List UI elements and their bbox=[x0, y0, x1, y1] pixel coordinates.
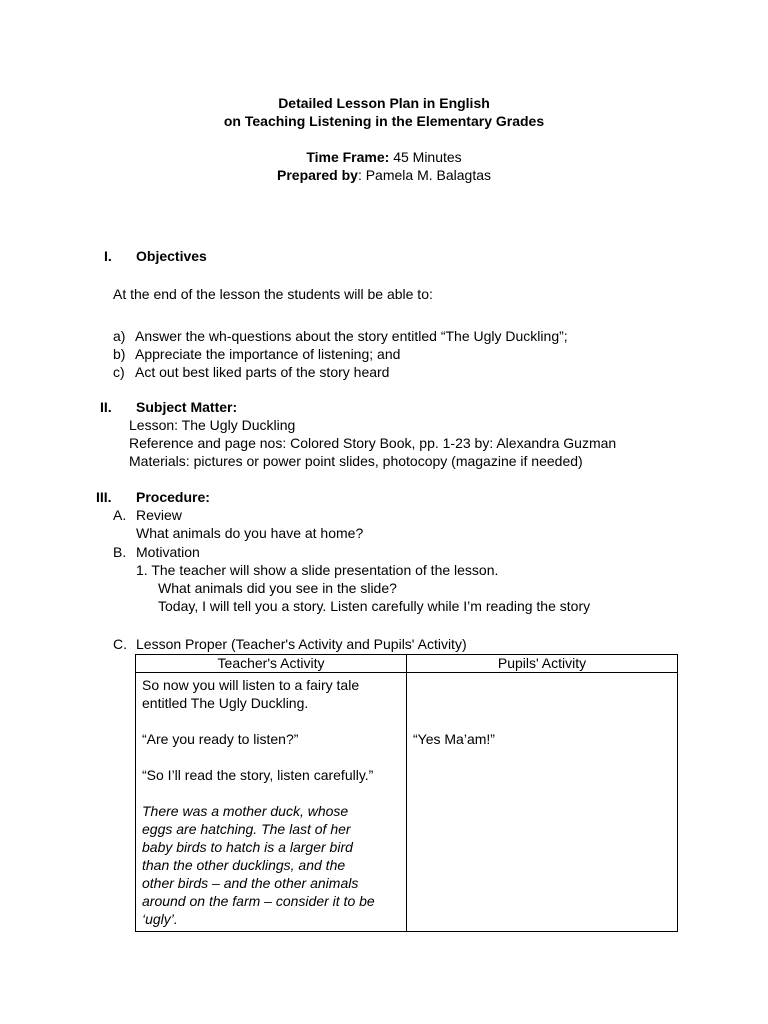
objective-item-b: Appreciate the importance of listening; and bbox=[135, 346, 401, 362]
objectives-heading: Objectives bbox=[136, 248, 207, 264]
title-line-1: Detailed Lesson Plan in English bbox=[278, 95, 490, 111]
review-question: What animals do you have at home? bbox=[136, 525, 364, 541]
time-frame bbox=[0, 148, 768, 166]
objective-letter-c: c) bbox=[113, 364, 125, 380]
prepared-by-label: Prepared by bbox=[277, 167, 358, 183]
story-line: than the other ducklings, and the bbox=[142, 857, 346, 873]
motivation-question-2: Today, I will tell you a story. Listen carefully while I’m reading the story bbox=[158, 598, 591, 614]
pupils-activity-cell bbox=[407, 673, 678, 932]
teacher-line: So now you will listen to a fairy tale bbox=[142, 677, 360, 693]
activity-table bbox=[135, 654, 678, 932]
lesson-proper-label: Lesson Proper (Teacher's Activity and Pupils' Activity) bbox=[136, 636, 467, 652]
prepared-by bbox=[0, 166, 768, 184]
teacher-activity-cell bbox=[136, 673, 407, 932]
procedure-numeral: III. bbox=[96, 489, 112, 505]
objective-letter-a: a) bbox=[113, 328, 126, 344]
objective-letter-b: b) bbox=[113, 346, 126, 362]
teacher-activity-header: Teacher's Activity bbox=[136, 655, 407, 673]
pupils-activity-header: Pupils' Activity bbox=[407, 655, 678, 673]
time-frame-value: 45 Minutes bbox=[389, 149, 462, 165]
review-label: Review bbox=[136, 507, 182, 523]
story-line: There was a mother duck, whose bbox=[142, 803, 349, 819]
story-line: other birds – and the other animals bbox=[142, 875, 359, 891]
prepared-by-value: : Pamela M. Balagtas bbox=[357, 167, 491, 183]
objectives-numeral: I. bbox=[104, 248, 112, 264]
motivation-question-1: What animals did you see in the slide? bbox=[158, 580, 397, 596]
story-line: baby birds to hatch is a larger bird bbox=[142, 839, 353, 855]
subject-materials: Materials: pictures or power point slides, photocopy (magazine if needed) bbox=[129, 453, 583, 469]
story-line: around on the farm – consider it to be bbox=[142, 893, 375, 909]
pupil-response: “Yes Ma’am!” bbox=[413, 731, 495, 747]
motivation-letter: B. bbox=[113, 544, 127, 560]
subject-matter-numeral: II. bbox=[100, 399, 112, 415]
teacher-line: “So I’ll read the story, listen carefully.” bbox=[142, 767, 374, 783]
subject-matter-heading: Subject Matter: bbox=[136, 399, 238, 415]
title-line-2: on Teaching Listening in the Elementary Grades bbox=[223, 113, 545, 129]
lesson-proper-letter: C. bbox=[113, 636, 127, 652]
subject-lesson: Lesson: The Ugly Duckling bbox=[129, 417, 296, 433]
subject-reference: Reference and page nos: Colored Story Book, pp. 1-23 by: Alexandra Guzman bbox=[129, 435, 617, 451]
teacher-line: entitled The Ugly Duckling. bbox=[142, 695, 309, 711]
motivation-label: Motivation bbox=[136, 544, 200, 560]
objectives-intro: At the end of the lesson the students will be able to: bbox=[113, 286, 433, 302]
teacher-line: “Are you ready to listen?” bbox=[142, 731, 299, 747]
story-line: eggs are hatching. The last of her bbox=[142, 821, 351, 837]
objective-item-c: Act out best liked parts of the story heard bbox=[135, 364, 390, 380]
time-frame-label: Time Frame: bbox=[306, 149, 390, 165]
motivation-step: 1. The teacher will show a slide presentation of the lesson. bbox=[136, 562, 499, 578]
objective-item-a: Answer the wh-questions about the story entitled “The Ugly Duckling”; bbox=[135, 328, 568, 344]
table-header-row bbox=[136, 655, 678, 673]
review-letter: A. bbox=[113, 507, 127, 523]
procedure-heading: Procedure: bbox=[136, 489, 210, 505]
table-row bbox=[136, 673, 678, 932]
story-line: ‘ugly’. bbox=[142, 911, 178, 927]
